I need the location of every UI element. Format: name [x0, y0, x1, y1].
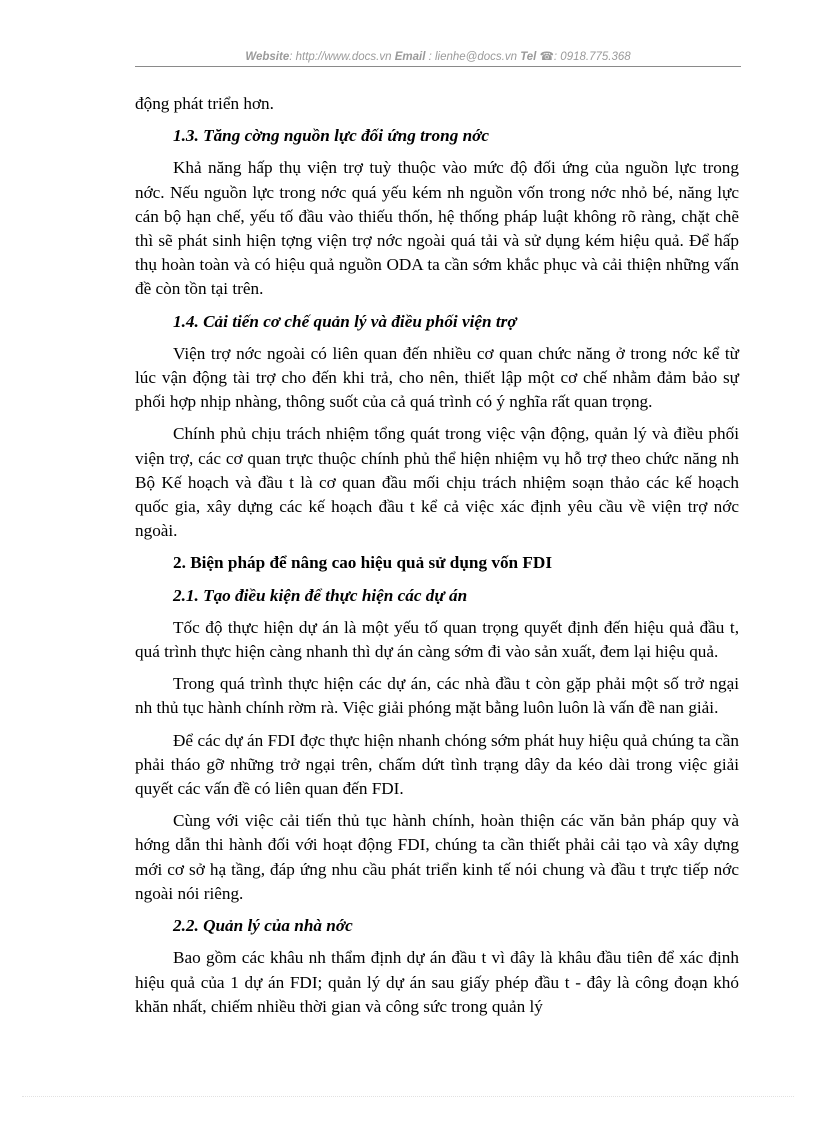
document-body — [135, 92, 739, 1027]
section-heading: 2. Biện pháp để nâng cao hiệu quả sử dụng vốn FDI — [173, 553, 553, 573]
subsection-heading: 1.3. Tăng cờng nguồn lực đối ứng trong nớc — [173, 126, 490, 146]
tel-value: ☎: 0918.775.368 — [539, 51, 631, 63]
paragraph: Khả năng hấp thụ viện trợ tuỳ thuộc vào mức độ đối ứng của nguồn lực trong nớc. Nếu nguồn lực trong nớc quá yếu kém nh nguồn vốn trong nớc nhỏ bé, năng lực cán bộ hạn chế, yếu tố đầu vào thiếu thốn, hệ thống pháp luật không rõ ràng, chặt chẽ thì sẽ phát sinh hiện tợng viện trợ nớc ngoài quá tải và sử dụng kém hiệu quả. Để hấp thụ hoàn toàn và có hiệu quả nguồn ODA ta cần sớm khắc phục và cải thiện những vấn đề còn tồn tại trên. — [135, 158, 739, 299]
subsection-heading: 1.4. Cải tiến cơ chế quản lý và điều phối viện trợ — [173, 311, 517, 331]
paragraph: Để các dự án FDI đợc thực hiện nhanh chóng sớm phát huy hiệu quả chúng ta cần phải tháo gỡ những trở ngại trên, chấm dứt tình trạng dây da kéo dài trong việc giải quyết các vấn đề có liên quan đến FDI. — [135, 730, 739, 799]
subsection-heading: 2.2. Quản lý của nhà nớc — [173, 916, 353, 936]
paragraph: Bao gồm các khâu nh thẩm định dự án đầu t vì đây là khâu đầu tiên để xác định hiệu quả của 1 dự án FDI; quản lý dự án sau giấy phép đầu t - đây là công đoạn khó khăn nhất, chiếm nhiều thời gian và công sức trong quản lý — [135, 948, 739, 1016]
paragraph: Cùng với việc cải tiến thủ tục hành chính, hoàn thiện các văn bản pháp quy và hớng dẫn thi hành đối với hoạt động FDI, chúng ta cần thiết phải cải tạo và xây dựng mới cơ sở hạ tầng, đáp ứng nhu cầu phát triển kinh tế nói chung và đầu t trực tiếp nớc ngoài nói riêng. — [135, 811, 739, 903]
paragraph: Trong quá trình thực hiện các dự án, các nhà đầu t còn gặp phải một số trở ngại nh thủ tục hành chính rờm rà. Việc giải phóng mặt bằng luôn luôn là vấn đề nan giải. — [135, 674, 739, 718]
paragraph: động phát triển hơn. — [135, 94, 274, 113]
email-value: : lienhe@docs.vn — [428, 51, 517, 63]
website-label: Website — [245, 51, 290, 63]
website-value: : http://www.docs.vn — [289, 51, 392, 63]
header-divider — [135, 66, 741, 67]
tel-label: Tel — [520, 51, 537, 63]
paragraph: Chính phủ chịu trách nhiệm tổng quát trong việc vận động, quản lý và điều phối viện trợ, các cơ quan trực thuộc chính phủ thể hiện nhiệm vụ hỗ trợ theo chức năng nh Bộ Kế hoạch và đầu t là cơ quan đầu mối chịu trách nhiệm soạn thảo các kế hoạch quốc gia, xây dựng các kế hoạch đầu t kể cả việc xác định yêu cầu về viện trợ nớc ngoài. — [135, 424, 739, 541]
footer-divider — [22, 1096, 794, 1097]
paragraph: Tốc độ thực hiện dự án là một yếu tố quan trọng quyết định đến hiệu quả đầu t, quá trình thực hiện càng nhanh thì dự án càng sớm đi vào sản xuất, đem lại hiệu quả. — [135, 617, 739, 662]
email-label: Email — [394, 51, 426, 63]
paragraph: Viện trợ nớc ngoài có liên quan đến nhiều cơ quan chức năng ở trong nớc kể từ lúc vận động tài trợ cho đến khi trả, cho nên, thiết lập một cơ chế nhằm đảm bảo sự phối hợp nhịp nhàng, thông suốt của cả quá trình có ý nghĩa rất quan trọng. — [135, 343, 739, 412]
page-header — [135, 49, 741, 63]
subsection-heading: 2.1. Tạo điều kiện để thực hiện các dự án — [173, 585, 468, 605]
